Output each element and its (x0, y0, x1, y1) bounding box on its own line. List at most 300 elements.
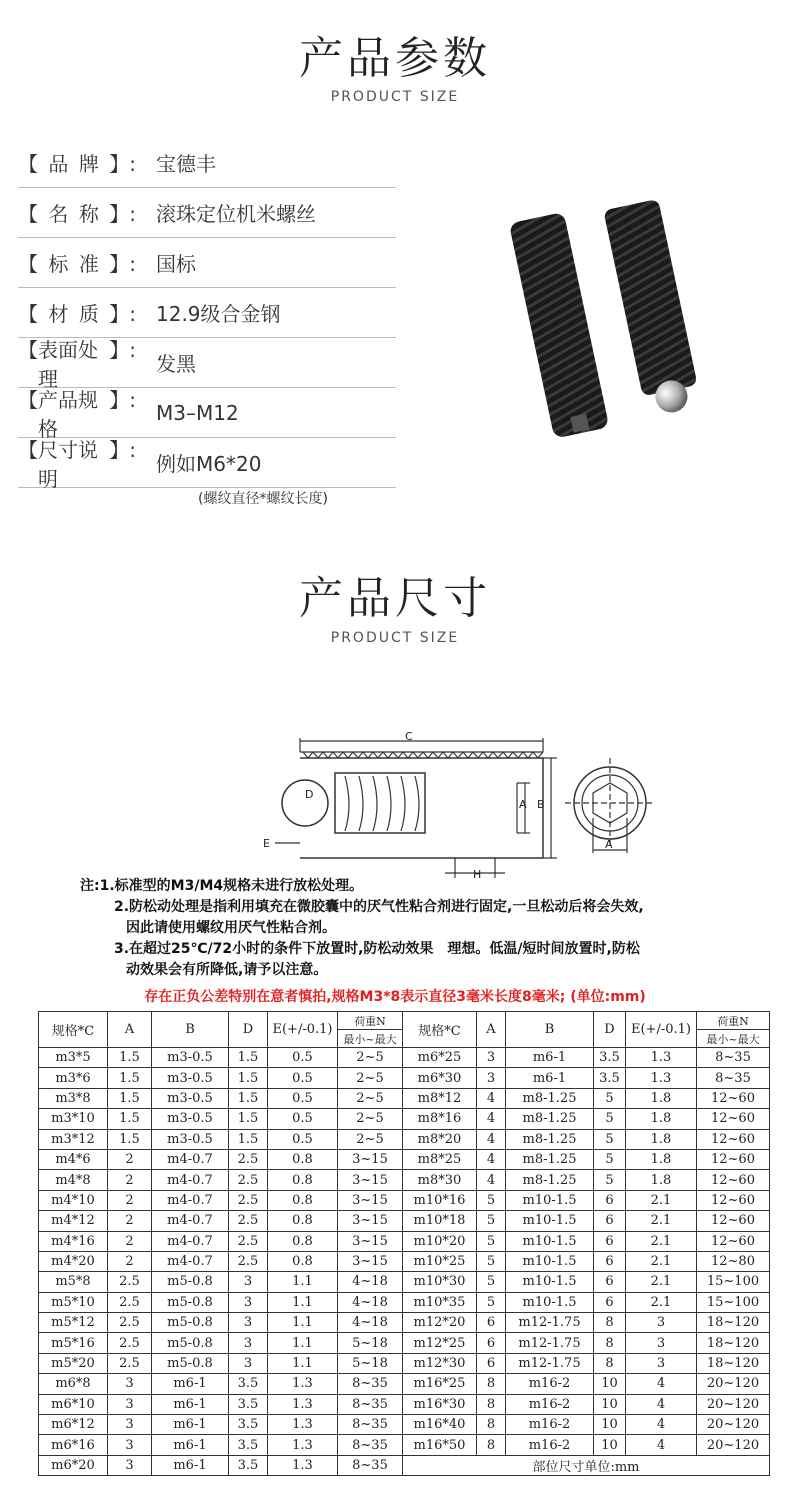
table-cell: 3.5 (229, 1435, 268, 1455)
section-subtitle-params: PRODUCT SIZE (330, 89, 460, 105)
table-cell: 8~35 (697, 1068, 770, 1088)
param-key-text: 材 (48, 302, 69, 326)
table-cell: 1.5 (108, 1048, 152, 1068)
table-cell: 1.5 (108, 1068, 152, 1088)
table-cell: m5-0.8 (152, 1313, 229, 1333)
table-cell: 12~60 (697, 1211, 770, 1231)
table-row (39, 1129, 770, 1149)
table-cell: 5 (594, 1170, 626, 1190)
param-row (18, 288, 396, 338)
param-key (18, 298, 136, 327)
table-cell: 3.5 (229, 1394, 268, 1414)
table-cell: m8-1.25 (506, 1149, 594, 1169)
note-line: 因此请使用螺纹用厌气性粘合剂。 (126, 920, 336, 936)
table-cell: m16*30 (403, 1394, 477, 1414)
table-cell: 8 (594, 1333, 626, 1353)
table-cell: m5*8 (39, 1272, 108, 1292)
param-colon: 】: (109, 202, 136, 226)
table-cell: m8-1.25 (506, 1088, 594, 1108)
table-cell: 5~18 (338, 1353, 403, 1373)
table-cell: 6 (477, 1333, 506, 1353)
table-cell: 5 (477, 1231, 506, 1251)
table-cell: 2.1 (626, 1292, 697, 1312)
table-cell: 2~5 (338, 1129, 403, 1149)
table-cell: m8-1.25 (506, 1109, 594, 1129)
param-key-text: 产品规格 (38, 387, 98, 441)
table-cell: 3.5 (594, 1048, 626, 1068)
table-cell: m10*18 (403, 1211, 477, 1231)
table-cell: 1.5 (108, 1109, 152, 1129)
table-header: E(+/-0.1) (626, 1012, 697, 1048)
table-cell: 6 (594, 1251, 626, 1271)
table-cell: m3*12 (39, 1129, 108, 1149)
table-cell: 3.5 (594, 1068, 626, 1088)
table-cell: 2.5 (108, 1272, 152, 1292)
table-cell: 5 (594, 1149, 626, 1169)
table-cell: 3 (108, 1435, 152, 1455)
table-row (39, 1088, 770, 1108)
unit-note: 部位尺寸单位:mm (403, 1455, 770, 1475)
table-cell: m4-0.7 (152, 1211, 229, 1231)
table-cell: m8*25 (403, 1149, 477, 1169)
table-cell: 3 (626, 1313, 697, 1333)
table-cell: 2.5 (108, 1292, 152, 1312)
table-row (39, 1068, 770, 1088)
table-cell: 1.1 (268, 1333, 338, 1353)
table-cell: m5-0.8 (152, 1353, 229, 1373)
table-cell: m5-0.8 (152, 1333, 229, 1353)
table-cell: 1.8 (626, 1149, 697, 1169)
table-cell: m10-1.5 (506, 1190, 594, 1210)
table-cell: 3 (108, 1394, 152, 1414)
table-cell: m6*8 (39, 1374, 108, 1394)
table-header: 规格*C (39, 1012, 108, 1048)
table-cell: 1.5 (108, 1129, 152, 1149)
param-bracket: 【 (18, 387, 38, 412)
table-row (39, 1170, 770, 1190)
table-cell: m3*8 (39, 1088, 108, 1108)
param-value: 滚珠定位机米螺丝 (156, 202, 316, 226)
table-cell: 4 (626, 1374, 697, 1394)
table-cell: m10-1.5 (506, 1272, 594, 1292)
note-line: 动效果会有所降低,请予以注意。 (126, 962, 328, 978)
table-cell: 8~35 (338, 1455, 403, 1475)
table-cell: 3~15 (338, 1231, 403, 1251)
table-cell: 1.5 (229, 1068, 268, 1088)
table-header: E(+/-0.1) (268, 1012, 338, 1048)
param-key-text: 牌 (78, 152, 99, 176)
table-row (39, 1415, 770, 1435)
table-cell: m4*20 (39, 1251, 108, 1271)
table-cell: m16*50 (403, 1435, 477, 1455)
table-cell: 2.5 (108, 1353, 152, 1373)
table-cell: 8 (477, 1415, 506, 1435)
table-cell: 4 (477, 1170, 506, 1190)
table-cell: 5 (477, 1211, 506, 1231)
table-cell: 3 (626, 1333, 697, 1353)
table-cell: 5 (477, 1272, 506, 1292)
label-e: E (263, 837, 270, 850)
param-bracket: 【 (18, 302, 38, 326)
table-cell: m6-1 (152, 1455, 229, 1475)
table-cell: 10 (594, 1415, 626, 1435)
table-cell: m10-1.5 (506, 1292, 594, 1312)
table-cell: 8~35 (697, 1048, 770, 1068)
table-cell: 1.3 (626, 1068, 697, 1088)
table-cell: 0.8 (268, 1149, 338, 1169)
table-cell: 3~15 (338, 1190, 403, 1210)
table-cell: 1.3 (626, 1048, 697, 1068)
table-cell: m8*20 (403, 1129, 477, 1149)
table-cell: m6-1 (152, 1435, 229, 1455)
table-cell: m12-1.75 (506, 1353, 594, 1373)
table-cell: 4~18 (338, 1272, 403, 1292)
table-cell: m12*30 (403, 1353, 477, 1373)
table-cell: m10*35 (403, 1292, 477, 1312)
table-cell: m5*20 (39, 1353, 108, 1373)
table-cell: 2.1 (626, 1251, 697, 1271)
table-header: A (477, 1012, 506, 1048)
product-photo (490, 195, 750, 445)
table-cell: 4 (477, 1088, 506, 1108)
table-cell: 2 (108, 1211, 152, 1231)
table-cell: m16-2 (506, 1415, 594, 1435)
table-cell: 2.5 (229, 1231, 268, 1251)
table-cell: 3 (108, 1374, 152, 1394)
table-header: D (229, 1012, 268, 1048)
table-cell: 5 (594, 1129, 626, 1149)
param-value: 国标 (156, 252, 196, 276)
table-cell: m10*30 (403, 1272, 477, 1292)
table-cell: 2.1 (626, 1190, 697, 1210)
table-cell: 12~60 (697, 1190, 770, 1210)
table-cell: 10 (594, 1374, 626, 1394)
table-cell: 10 (594, 1435, 626, 1455)
table-header: B (152, 1012, 229, 1048)
param-row (18, 437, 396, 491)
section-title-size: 产品尺寸 (299, 573, 491, 624)
param-colon: 】: (109, 302, 136, 326)
param-row (18, 188, 396, 238)
table-cell: 2.5 (229, 1190, 268, 1210)
table-cell: 1.5 (229, 1129, 268, 1149)
table-cell: 1.1 (268, 1272, 338, 1292)
table-cell: 3~15 (338, 1149, 403, 1169)
param-bracket: 【 (18, 152, 38, 176)
table-cell: 5 (477, 1190, 506, 1210)
param-key-text: 品 (48, 152, 69, 176)
table-cell: m3-0.5 (152, 1088, 229, 1108)
table-cell: 12~60 (697, 1170, 770, 1190)
table-cell: m10*25 (403, 1251, 477, 1271)
table-cell: 15~100 (697, 1272, 770, 1292)
param-list (18, 138, 396, 491)
table-cell: m12*25 (403, 1333, 477, 1353)
table-cell: 8 (477, 1374, 506, 1394)
table-cell: 4~18 (338, 1292, 403, 1312)
table-row (39, 1313, 770, 1333)
table-cell: 0.5 (268, 1109, 338, 1129)
param-key (18, 248, 136, 277)
table-cell: 20~120 (697, 1394, 770, 1414)
table-cell: 10 (594, 1394, 626, 1414)
table-cell: 4 (626, 1394, 697, 1414)
table-cell: 2 (108, 1251, 152, 1271)
table-cell: 6 (477, 1313, 506, 1333)
table-cell: m4*10 (39, 1190, 108, 1210)
table-row (39, 1435, 770, 1455)
table-cell: 20~120 (697, 1435, 770, 1455)
table-header-load-range: 最小~最大 (338, 1030, 403, 1048)
table-cell: 1.5 (108, 1088, 152, 1108)
table-cell: 3~15 (338, 1170, 403, 1190)
table-cell: m3-0.5 (152, 1129, 229, 1149)
table-cell: 8~35 (338, 1415, 403, 1435)
table-cell: 2~5 (338, 1048, 403, 1068)
note-line: 2.防松动处理是指利用填充在微胶囊中的厌气性粘合剂进行固定,一旦松动后将会失效, (114, 899, 644, 915)
table-cell: 8~35 (338, 1394, 403, 1414)
table-row (39, 1272, 770, 1292)
param-value: 发黑 (156, 352, 196, 376)
table-cell: m4-0.7 (152, 1231, 229, 1251)
param-colon: 】: (109, 437, 136, 462)
table-cell: m3-0.5 (152, 1109, 229, 1129)
table-row (39, 1231, 770, 1251)
tolerance-warning: 存在正负公差特别在意者慎拍,规格M3*8表示直径3毫米长度8毫米; (单位:mm) (144, 989, 646, 1005)
table-cell: 18~120 (697, 1333, 770, 1353)
label-b: B (537, 798, 545, 811)
param-colon: 】: (109, 252, 136, 276)
table-cell: 8~35 (338, 1435, 403, 1455)
param-note: (螺纹直径*螺纹长度) (198, 491, 328, 507)
table-cell: 2.5 (108, 1313, 152, 1333)
table-cell: 4 (477, 1149, 506, 1169)
param-colon: 】: (109, 387, 136, 412)
table-cell: 4 (477, 1109, 506, 1129)
table-cell: 1.3 (268, 1374, 338, 1394)
table-cell: 5 (594, 1109, 626, 1129)
table-cell: 3 (108, 1455, 152, 1475)
note-line: 注:1.标准型的M3/M4规格未进行放松处理。 (80, 878, 364, 894)
table-cell: 6 (594, 1292, 626, 1312)
table-cell: 3 (229, 1313, 268, 1333)
table-cell: 3.5 (229, 1455, 268, 1475)
table-cell: 3.5 (229, 1374, 268, 1394)
table-cell: m4-0.7 (152, 1251, 229, 1271)
table-cell: 1.1 (268, 1353, 338, 1373)
notes (80, 876, 770, 981)
table-cell: 3 (477, 1048, 506, 1068)
table-cell: 15~100 (697, 1292, 770, 1312)
table-cell: 5~18 (338, 1333, 403, 1353)
table-cell: m5-0.8 (152, 1272, 229, 1292)
table-cell: 3 (229, 1333, 268, 1353)
table-header: 荷重N (338, 1012, 403, 1030)
table-row (39, 1394, 770, 1414)
table-cell: m5*10 (39, 1292, 108, 1312)
param-key (18, 148, 136, 177)
param-value: 宝德丰 (156, 152, 216, 176)
table-header: D (594, 1012, 626, 1048)
table-cell: 18~120 (697, 1353, 770, 1373)
table-cell: 1.8 (626, 1088, 697, 1108)
param-row (18, 387, 396, 441)
table-cell: 20~120 (697, 1415, 770, 1435)
table-cell: m16-2 (506, 1374, 594, 1394)
table-cell: m3*5 (39, 1048, 108, 1068)
table-cell: 4 (477, 1129, 506, 1149)
param-key (18, 434, 136, 492)
table-cell: m12*20 (403, 1313, 477, 1333)
table-cell: 1.5 (229, 1048, 268, 1068)
table-cell: 8 (477, 1435, 506, 1455)
table-cell: 2~5 (338, 1068, 403, 1088)
table-cell: m6*12 (39, 1415, 108, 1435)
table-cell: 6 (594, 1211, 626, 1231)
param-value: 12.9级合金钢 (156, 302, 281, 326)
table-cell: 2~5 (338, 1109, 403, 1129)
section-title-params: 产品参数 (299, 33, 491, 84)
table-cell: 1.5 (229, 1109, 268, 1129)
table-cell: m8*12 (403, 1088, 477, 1108)
label-a: A (519, 798, 527, 811)
table-cell: 3.5 (229, 1415, 268, 1435)
table-cell: m6-1 (152, 1374, 229, 1394)
table-cell: m10-1.5 (506, 1211, 594, 1231)
label-d: D (305, 788, 314, 801)
table-cell: 12~80 (697, 1251, 770, 1271)
table-cell: 12~60 (697, 1149, 770, 1169)
table-cell: 3~15 (338, 1251, 403, 1271)
table-cell: m3-0.5 (152, 1048, 229, 1068)
table-cell: 20~120 (697, 1374, 770, 1394)
table-row (39, 1048, 770, 1068)
table-cell: m6*25 (403, 1048, 477, 1068)
param-bracket: 【 (18, 252, 38, 276)
table-cell: 0.5 (268, 1088, 338, 1108)
param-key-text: 标 (48, 252, 69, 276)
table-cell: 18~120 (697, 1313, 770, 1333)
param-bracket: 【 (18, 337, 38, 362)
table-cell: m4*12 (39, 1211, 108, 1231)
table-cell: 0.5 (268, 1129, 338, 1149)
table-cell: 1.5 (229, 1088, 268, 1108)
technical-drawing (255, 728, 665, 888)
spec-table (38, 1011, 770, 1476)
table-cell: 0.8 (268, 1231, 338, 1251)
table-cell: 3 (626, 1353, 697, 1373)
param-bracket: 【 (18, 437, 38, 462)
param-row (18, 138, 396, 188)
table-cell: m8*30 (403, 1170, 477, 1190)
table-cell: 3 (108, 1415, 152, 1435)
table-cell: 0.5 (268, 1048, 338, 1068)
table-cell: 12~60 (697, 1129, 770, 1149)
table-cell: 3 (229, 1292, 268, 1312)
table-cell: m4-0.7 (152, 1190, 229, 1210)
table-cell: m10-1.5 (506, 1231, 594, 1251)
table-cell: 1.1 (268, 1292, 338, 1312)
table-cell: 1.3 (268, 1415, 338, 1435)
table-cell: m3*10 (39, 1109, 108, 1129)
table-cell: 5 (477, 1292, 506, 1312)
table-cell: m8-1.25 (506, 1170, 594, 1190)
table-cell: 12~60 (697, 1109, 770, 1129)
table-cell: 3 (229, 1353, 268, 1373)
table-cell: m6-1 (506, 1048, 594, 1068)
table-cell: 8 (594, 1353, 626, 1373)
table-cell: m16-2 (506, 1394, 594, 1414)
table-cell: 1.3 (268, 1394, 338, 1414)
table-cell: 1.1 (268, 1313, 338, 1333)
param-bracket: 【 (18, 202, 38, 226)
table-cell: m10*20 (403, 1231, 477, 1251)
param-value: M3–M12 (156, 400, 239, 425)
table-cell: m12-1.75 (506, 1313, 594, 1333)
table-cell: m6-1 (152, 1415, 229, 1435)
table-cell: 2.1 (626, 1211, 697, 1231)
table-cell: 2 (108, 1231, 152, 1251)
table-row (39, 1251, 770, 1271)
param-key-text: 名 (48, 202, 69, 226)
param-key-text: 表面处理 (38, 337, 98, 391)
param-colon: 】: (109, 152, 136, 176)
table-cell: 0.5 (268, 1068, 338, 1088)
table-cell: m6*20 (39, 1455, 108, 1475)
table-cell: 5 (477, 1251, 506, 1271)
param-row (18, 337, 396, 391)
table-cell: 12~60 (697, 1231, 770, 1251)
table-cell: m16*40 (403, 1415, 477, 1435)
table-row (39, 1333, 770, 1353)
table-header: 规格*C (403, 1012, 477, 1048)
table-cell: 3~15 (338, 1211, 403, 1231)
table-cell: 2.1 (626, 1231, 697, 1251)
table-cell: 6 (594, 1231, 626, 1251)
table-cell: 0.8 (268, 1170, 338, 1190)
table-cell: 1.8 (626, 1170, 697, 1190)
table-cell: 6 (594, 1272, 626, 1292)
table-row (39, 1353, 770, 1373)
table-cell: 1.8 (626, 1129, 697, 1149)
param-key-text: 准 (78, 252, 99, 276)
note-line: 3.在超过25℃/72小时的条件下放置时,防松动效果 理想。低温/短时间放置时,防松 (114, 941, 640, 957)
table-cell: 6 (477, 1353, 506, 1373)
table-cell: 2.5 (108, 1333, 152, 1353)
param-key-text: 尺寸说明 (38, 437, 98, 491)
table-cell: m4-0.7 (152, 1170, 229, 1190)
table-cell: m4*8 (39, 1170, 108, 1190)
table-cell: 6 (594, 1190, 626, 1210)
label-h: H (473, 868, 482, 881)
table-cell: m6-1 (152, 1394, 229, 1414)
table-header: A (108, 1012, 152, 1048)
table-cell: 0.8 (268, 1251, 338, 1271)
table-cell: 0.8 (268, 1190, 338, 1210)
table-cell: m6*10 (39, 1394, 108, 1414)
table-cell: 8 (594, 1313, 626, 1333)
table-header-load-range: 最小~最大 (697, 1030, 770, 1048)
table-row (39, 1292, 770, 1312)
table-cell: m6*30 (403, 1068, 477, 1088)
table-cell: 2.5 (229, 1251, 268, 1271)
label-a-end: A (605, 838, 613, 851)
table-row (39, 1149, 770, 1169)
table-cell: m5*12 (39, 1313, 108, 1333)
table-cell: 4 (626, 1415, 697, 1435)
table-cell: m6*16 (39, 1435, 108, 1455)
table-cell: m16-2 (506, 1435, 594, 1455)
